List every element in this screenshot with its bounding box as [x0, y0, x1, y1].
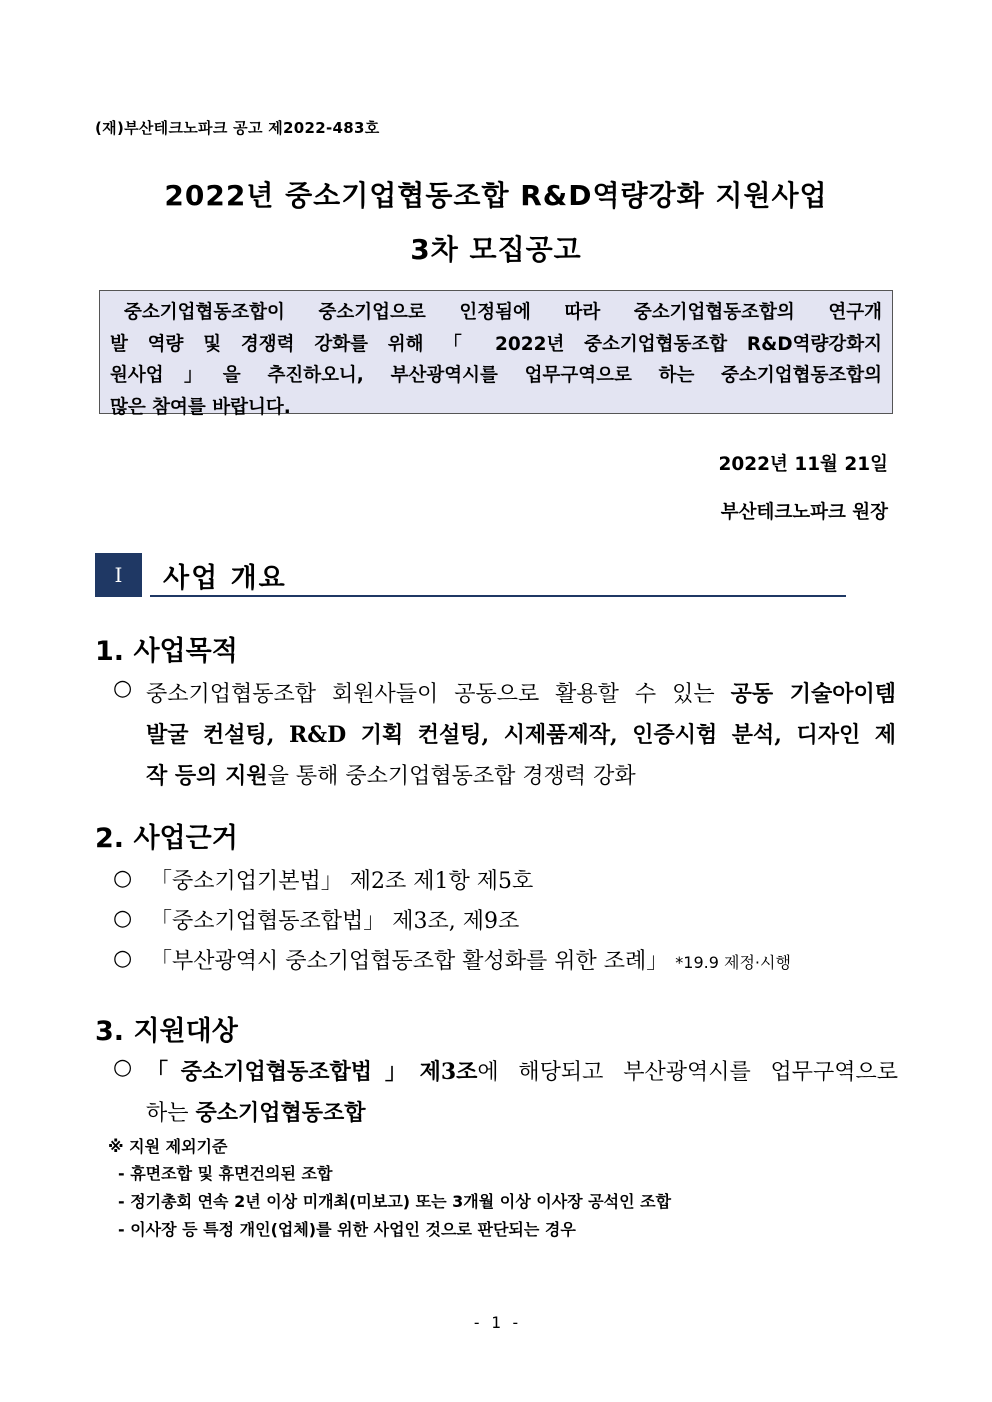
- basis-item: 「중소기업협동조합법」 제3조, 제9조: [150, 909, 520, 934]
- bullet-circle: ○: [113, 946, 133, 971]
- exclusion-item: - 휴면조합 및 휴면건의된 조합: [118, 1164, 333, 1183]
- page-number: - 1 -: [471, 1313, 521, 1332]
- purpose-plain-text: 을 통해 중소기업협동조합 경쟁력 강화: [267, 764, 636, 789]
- basis-item: 「중소기업기본법」 제2조 제1항 제5호: [150, 869, 534, 894]
- basis-item: [150, 944, 791, 975]
- document-title-line1: 2022년 중소기업협동조합 R&D역량강화 지원사업: [164, 179, 828, 212]
- exclusion-title: ※ 지원 제외기준: [108, 1137, 228, 1156]
- target-bold-text: 중소기업협동조합: [195, 1100, 366, 1126]
- purpose-line: 발굴 컨설팅, R&D 기획 컨설팅, 시제품제작, 인증시험 분석, 디자인 제: [146, 722, 896, 748]
- target-plain-text: 에 해당되고 부산광역시를 업무구역으로: [477, 1060, 898, 1085]
- bullet-circle: ○: [113, 1055, 133, 1080]
- summary-line: 발 역량 및 경쟁력 강화를 위해 「 2022년 중소기업협동조합 R&D역량강화지: [110, 333, 882, 355]
- target-plain-text: 하는: [146, 1101, 196, 1126]
- target-line: [146, 1093, 898, 1134]
- section-number-badge: Ⅰ: [95, 553, 142, 597]
- purpose-line: [146, 756, 896, 797]
- summary-box: [99, 290, 893, 418]
- basis-heading: 2. 사업근거: [95, 823, 238, 854]
- section-title: 사업 개요: [163, 563, 287, 594]
- bullet-circle: ○: [113, 906, 133, 931]
- purpose-line: [146, 674, 896, 715]
- section-underline: [150, 595, 846, 597]
- target-heading: 3. 지원대상: [95, 1016, 238, 1047]
- purpose-bold-text: 공동 기술아이템: [730, 681, 896, 707]
- target-text: [146, 1052, 898, 1134]
- exclusion-item: - 정기총회 연속 2년 이상 미개최(미보고) 또는 3개월 이상 이사장 공석인 조합: [118, 1192, 672, 1211]
- basis-item-text: 「부산광역시 중소기업협동조합 활성화를 위한 조례」: [150, 949, 669, 974]
- purpose-heading: 1. 사업목적: [95, 636, 238, 667]
- summary-line: 많은 참여를 바랍니다.: [110, 396, 291, 418]
- document-title-line2: 3차 모집공고: [410, 233, 582, 266]
- purpose-bold-text: 작 등의 지원: [146, 763, 268, 789]
- target-line: [146, 1052, 898, 1093]
- bullet-circle: ○: [113, 676, 133, 701]
- summary-line: 중소기업협동조합이 중소기업으로 인정됨에 따라 중소기업협동조합의 연구개: [124, 302, 882, 323]
- purpose-plain-text: 중소기업협동조합 회원사들이 공동으로 활용할 수 있는: [146, 682, 731, 707]
- notice-number: (재)부산테크노파크 공고 제2022-483호: [95, 119, 380, 137]
- basis-item-note: *19.9 제정·시행: [675, 953, 791, 972]
- target-bold-text: 「중소기업협동조합법」제3조: [146, 1059, 478, 1085]
- bullet-circle: ○: [113, 866, 133, 891]
- purpose-text: [146, 674, 896, 797]
- announcement-date: 2022년 11월 21일: [718, 454, 888, 475]
- exclusion-item: - 이사장 등 특정 개인(업체)를 위한 사업인 것으로 판단되는 경우: [118, 1220, 576, 1239]
- summary-line: 원사업」을 추진하오니, 부산광역시를 업무구역으로 하는 중소기업협동조합의: [110, 365, 882, 386]
- issuer-name: 부산테크노파크 원장: [720, 502, 888, 523]
